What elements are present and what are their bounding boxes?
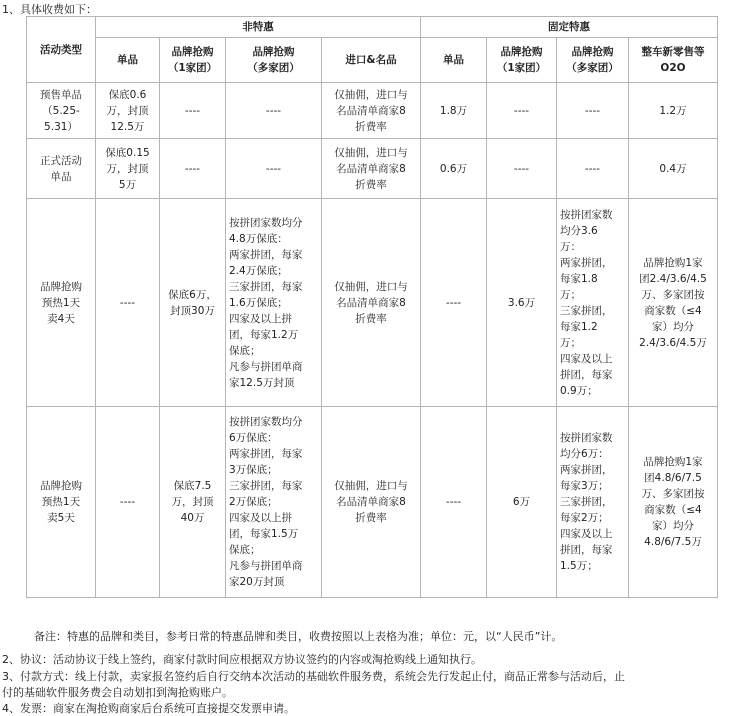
- cell-fixed-brand-multi: ----: [557, 139, 629, 199]
- table-row: [27, 83, 718, 139]
- cell-brand-one: ----: [160, 83, 226, 139]
- cell-car-o2o: 0.4万: [629, 139, 718, 199]
- cell-brand-multi: 按拼团家数均分 4.8万保底： 两家拼团，每家 2.4万保底； 三家拼团，每家 1.6万保底； 四家及以上拼 团，每家1.2万 保底； 凡参与拼团单商 家12.5万封顶: [226, 199, 322, 407]
- table-row: [27, 139, 718, 199]
- cell-single: 保底0.6 万，封顶 12.5万: [96, 83, 160, 139]
- cell-fixed-brand-multi: 按拼团家数 均分6万： 两家拼团， 每家3万； 三家拼团， 每家2万； 四家及以上 拼团，每家 1.5万；: [557, 407, 629, 598]
- cell-import: 仅抽佣，进口与 名品清单商家8 折费率: [322, 407, 421, 598]
- subheader-fixed-brand-multi: 品牌抢购 （多家团）: [557, 38, 629, 83]
- protocol-note: 2、协议：活动协议于线上签约，商家付款时间应根据双方协议签约的内容或淘抢购线上通知执行。: [2, 653, 482, 666]
- cell-single: ----: [96, 199, 160, 407]
- cell-type: 品牌抢购 预热1天 卖5天: [27, 407, 96, 598]
- cell-import: 仅抽佣，进口与 名品清单商家8 折费率: [322, 139, 421, 199]
- subheader-import: 进口&名品: [322, 38, 421, 83]
- subheader-brand-one: 品牌抢购 （1家团）: [160, 38, 226, 83]
- cell-car-o2o: 品牌抢购1家 团2.4/3.6/4.5 万、多家团按 商家数（≤4 家）均分 2.4/3.6/4.5万: [629, 199, 718, 407]
- subheader-brand-multi: 品牌抢购 （多家团）: [226, 38, 322, 83]
- table-header-row: [27, 17, 718, 38]
- cell-single: ----: [96, 407, 160, 598]
- cell-fixed-brand-multi: 按拼团家数 均分3.6 万： 两家拼团， 每家1.8 万； 三家拼团， 每家1.2 万； 四家及以上 拼团，每家 0.9万；: [557, 199, 629, 407]
- cell-fixed-brand-one: 6万: [487, 407, 557, 598]
- subheader-fixed-single: 单品: [421, 38, 487, 83]
- cell-brand-one: 保底6万， 封顶30万: [160, 199, 226, 407]
- cell-import: 仅抽佣，进口与 名品清单商家8 折费率: [322, 83, 421, 139]
- remark-note: 备注：特惠的品牌和类目，参考日常的特惠品牌和类目，收费按照以上表格为准；单位：元，以“人民币”计。: [34, 630, 563, 643]
- cell-car-o2o: 品牌抢购1家 团4.8/6/7.5 万、多家团按 商家数（≤4 家）均分 4.8/6/7.5万: [629, 407, 718, 598]
- fee-table: [26, 16, 718, 598]
- header-non-special: 非特惠: [96, 17, 421, 38]
- header-activity-type: 活动类型: [27, 17, 96, 83]
- cell-fixed-single: ----: [421, 199, 487, 407]
- cell-fixed-brand-one: ----: [487, 139, 557, 199]
- cell-fixed-brand-one: ----: [487, 83, 557, 139]
- cell-car-o2o: 1.2万: [629, 83, 718, 139]
- cell-brand-multi: 按拼团家数均分 6万保底： 两家拼团，每家 3万保底； 三家拼团，每家 2万保底； 四家及以上拼 团，每家1.5万 保底； 凡参与拼团单商 家20万封顶: [226, 407, 322, 598]
- subheader-car-o2o: 整车新零售等 O2O: [629, 38, 718, 83]
- cell-type: 正式活动 单品: [27, 139, 96, 199]
- table-row: [27, 407, 718, 598]
- cell-single: 保底0.15 万，封顶 5万: [96, 139, 160, 199]
- cell-brand-one: 保底7.5 万，封顶 40万: [160, 407, 226, 598]
- invoice-note: 4、发票：商家在淘抢购商家后台系统可直接提交发票申请。: [2, 702, 295, 715]
- payment-note-line1: 3、付款方式：线上付款，卖家报名签约后自行交纳本次活动的基础软件服务费，系统会先行发起止付，商品正常参与活动后，止: [2, 670, 625, 683]
- table-subheader-row: [27, 38, 718, 83]
- subheader-fixed-brand-one: 品牌抢购 （1家团）: [487, 38, 557, 83]
- cell-brand-multi: ----: [226, 83, 322, 139]
- cell-fixed-single: ----: [421, 407, 487, 598]
- subheader-single: 单品: [96, 38, 160, 83]
- cell-import: 仅抽佣，进口与 名品清单商家8 折费率: [322, 199, 421, 407]
- cell-brand-one: ----: [160, 139, 226, 199]
- payment-note-line2: 付的基础软件服务费会自动划扣到淘抢购账户。: [2, 686, 233, 699]
- table-row: [27, 199, 718, 407]
- header-fixed-special: 固定特惠: [421, 17, 718, 38]
- cell-fixed-brand-multi: ----: [557, 83, 629, 139]
- cell-brand-multi: ----: [226, 139, 322, 199]
- cell-type: 预售单品 （5.25- 5.31）: [27, 83, 96, 139]
- cell-fixed-single: 0.6万: [421, 139, 487, 199]
- cell-fixed-single: 1.8万: [421, 83, 487, 139]
- cell-type: 品牌抢购 预热1天 卖4天: [27, 199, 96, 407]
- cell-fixed-brand-one: 3.6万: [487, 199, 557, 407]
- section-heading: 1、具体收费如下：: [2, 3, 97, 16]
